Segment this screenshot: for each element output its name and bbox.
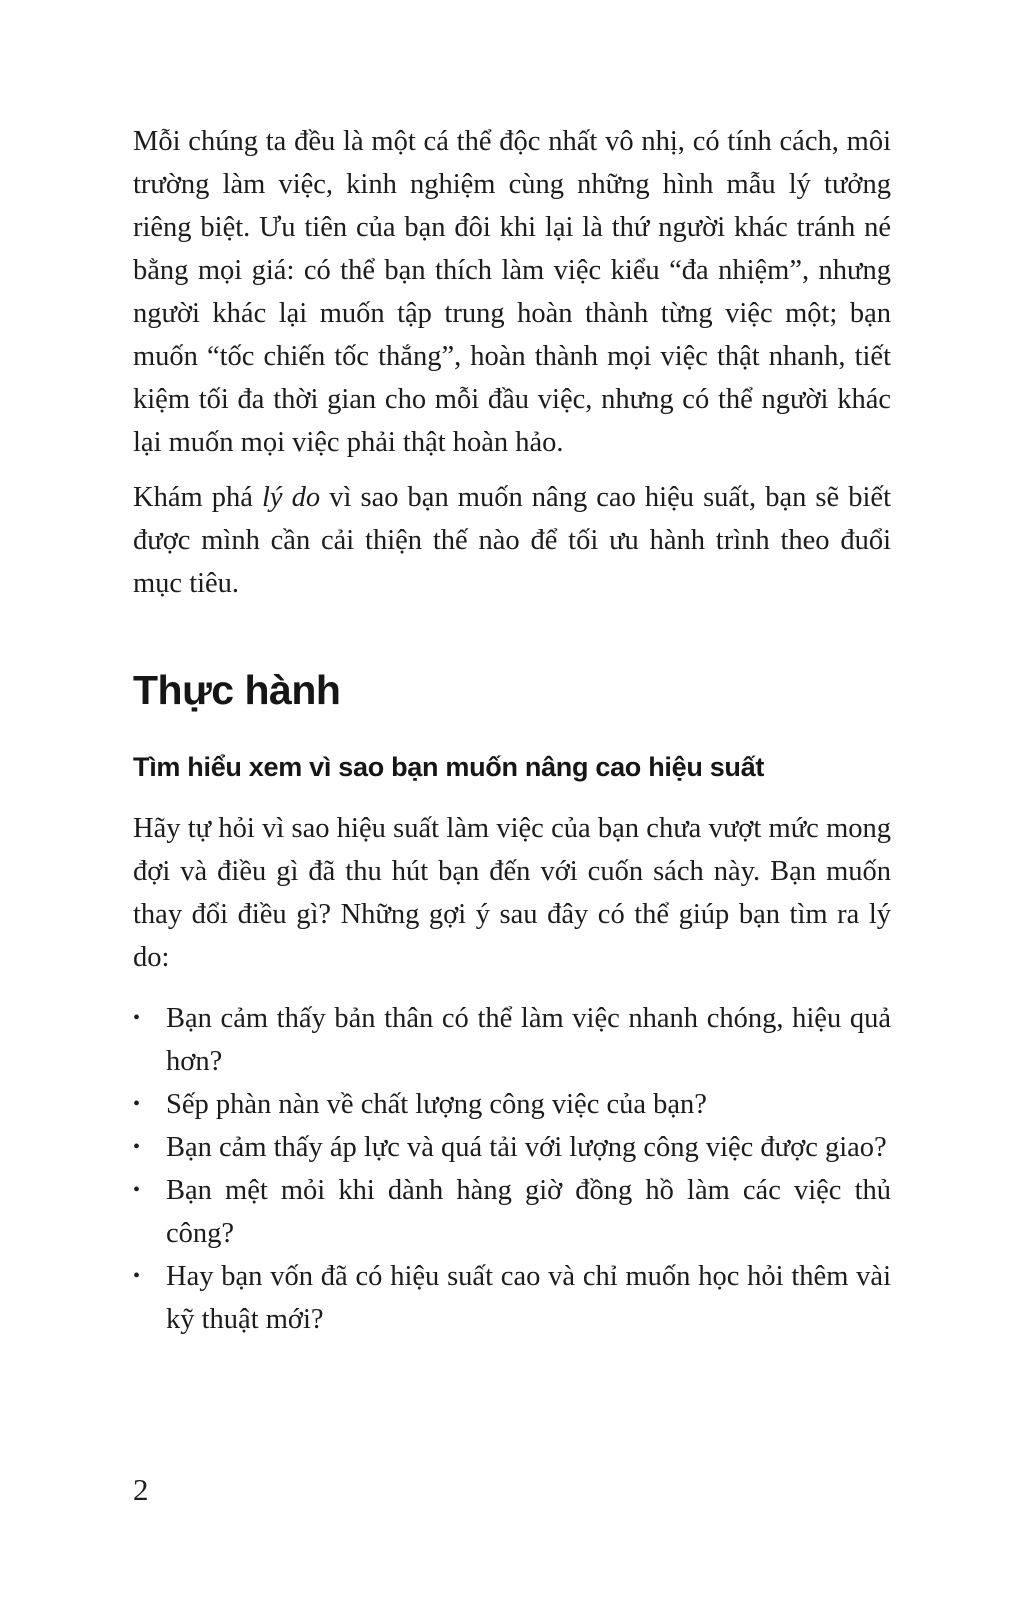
list-item-text: Bạn cảm thấy bản thân có thể làm việc nhanh chóng, hiệu quả hơn?: [166, 1003, 891, 1077]
list-item-text: Hay bạn vốn đã có hiệu suất cao và chỉ muốn học hỏi thêm vài kỹ thuật mới?: [166, 1261, 891, 1335]
paragraph-discover-italic: lý do: [261, 482, 321, 513]
list-item-text: Bạn cảm thấy áp lực và quá tải với lượng công việc được giao?: [166, 1132, 887, 1163]
list-item: [133, 997, 891, 1083]
paragraph-intro-text: Mỗi chúng ta đều là một cá thể độc nhất vô nhị, có tính cách, môi trường làm việc, kinh nghiệm cùng những hình mẫu lý tưởng riêng biệt. Ưu tiên của bạn đôi khi lại là thứ người khác tránh né bằng mọi giá: có thể bạn thích làm việc kiểu “đa nhiệm”, nhưng người khác lại muốn tập trung hoàn thành từng việc một; bạn muốn “tốc chiến tốc thắng”, hoàn thành mọi việc thật nhanh, tiết kiệm tối đa thời gian cho mỗi đầu việc, nhưng có thể người khác lại muốn mọi việc phải thật hoàn hảo.: [133, 126, 891, 458]
list-item: [133, 1083, 891, 1126]
paragraph-intro: [133, 120, 891, 464]
bullet-icon: •: [133, 1007, 141, 1029]
list-item: [133, 1255, 891, 1341]
paragraph-discover-post: vì sao bạn muốn nâng cao hiệu suất, bạn sẽ biết được mình cần cải thiện thế nào để tối ưu hành trình theo đuổi mục tiêu.: [133, 482, 891, 599]
paragraph-practice: [133, 807, 891, 979]
list-item-text: Sếp phàn nàn về chất lượng công việc của bạn?: [166, 1089, 707, 1120]
bullet-icon: •: [133, 1093, 141, 1115]
paragraph-discover: [133, 476, 891, 605]
bullet-icon: •: [133, 1179, 141, 1201]
list-item: [133, 1126, 891, 1169]
section-heading: Thực hành: [133, 667, 341, 713]
list-item: [133, 1169, 891, 1255]
sub-heading: Tìm hiểu xem vì sao bạn muốn nâng cao hiệu suất: [133, 752, 765, 782]
paragraph-practice-text: Hãy tự hỏi vì sao hiệu suất làm việc của bạn chưa vượt mức mong đợi và điều gì đã thu hút bạn đến với cuốn sách này. Bạn muốn thay đổi điều gì? Những gợi ý sau đây có thể giúp bạn tìm ra lý do:: [133, 813, 891, 973]
bullet-icon: •: [133, 1265, 141, 1287]
page-number: 2: [133, 1472, 149, 1507]
list-item-text: Bạn mệt mỏi khi dành hàng giờ đồng hồ làm các việc thủ công?: [166, 1175, 891, 1249]
paragraph-discover-pre: Khám phá: [133, 482, 262, 513]
page-content: [133, 120, 891, 1341]
bullet-list: [133, 997, 891, 1341]
bullet-icon: •: [133, 1136, 141, 1158]
